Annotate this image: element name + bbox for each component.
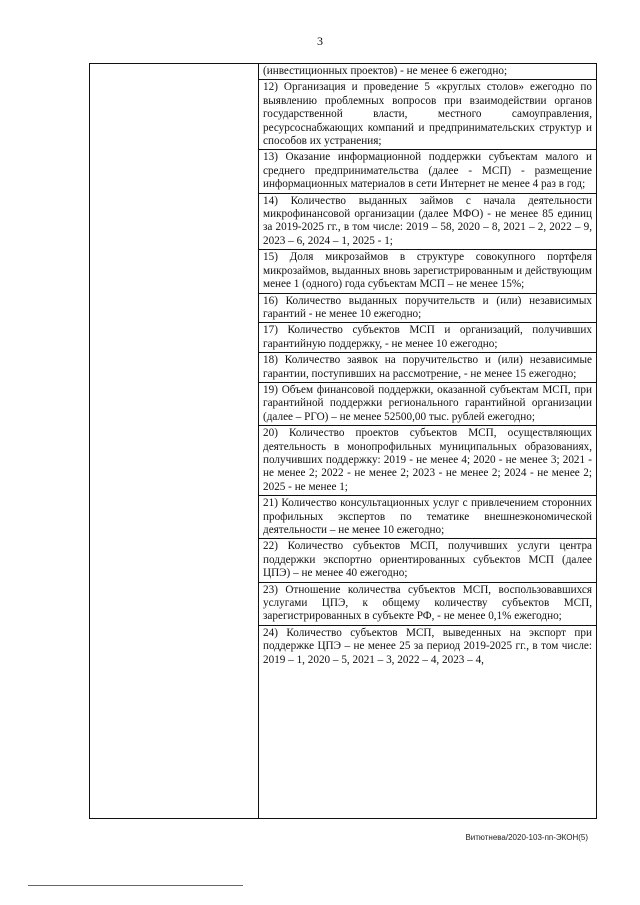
list-item: 17) Количество субъектов МСП и организаций, получивших гарантийную поддержку, - не менее 10 ежегодно;: [258, 322, 596, 352]
footer-divider: [28, 885, 243, 886]
list-item: 22) Количество субъектов МСП, получивших услуги центра поддержки экспортно ориентированных субъектов МСП (далее ЦПЭ) – не менее 40 ежегодно;: [258, 538, 596, 581]
list-item: 21) Количество консультационных услуг с привлечением сторонних профильных экспертов по тематике внешнеэкономической деятельности – не менее 10 ежегодно;: [258, 495, 596, 538]
list-item: 14) Количество выданных займов с начала деятельности микрофинансовой организации (далее МФО) - не менее 85 единиц за 2019-2025 гг., в том числе: 2019 – 58, 2020 – 8, 2021 – 2, 2022 – 9, 2023 – 6, 2024 – 1, 2025 - 1;: [258, 193, 596, 250]
document-table: [89, 63, 597, 819]
list-item: 16) Количество выданных поручительств и (или) независимых гарантий - не менее 10 ежегодно;: [258, 293, 596, 323]
table-left-column: [90, 64, 259, 818]
list-item: 20) Количество проектов субъектов МСП, осуществляющих деятельность в монопрофильных муниципальных образованиях, получивших поддержку: 2019 - не менее 4; 2020 - не менее 3; 2021 - не менее 2; 2022 - не менее 2; 2023 - не менее 2; 2024 - не менее 2; 2025 - не менее 1;: [258, 425, 596, 495]
page-number: 3: [317, 34, 323, 48]
table-right-column: [258, 64, 596, 818]
list-item: 19) Объем финансовой поддержки, оказанной субъектам МСП, при гарантийной поддержки регионального гарантийной организации (далее – РГО) – не менее 52500,00 тыс. рублей ежегодно;: [258, 382, 596, 425]
list-item: (инвестиционных проектов) - не менее 6 ежегодно;: [263, 65, 508, 77]
list-item: 12) Организация и проведение 5 «круглых столов» ежегодно по выявлению проблемных вопросов при взаимодействии органов государственной власти, местного самоуправления, ресурсоснабжающих компаний и предпринимательских структур и способов их устранения;: [258, 79, 596, 149]
list-item: 18) Количество заявок на поручительство и (или) независимые гарантии, поступивших на рассмотрение, - не менее 15 ежегодно;: [258, 352, 596, 382]
list-item: 15) Доля микрозаймов в структуре совокупного портфеля микрозаймов, выданных вновь зарегистрированным и действующим менее 1 (одного) года субъектам МСП – не менее 15%;: [258, 249, 596, 292]
footer-document-code: Витютнева/2020-103-пп-ЭКОН(5): [465, 833, 588, 842]
list-item: 24) Количество субъектов МСП, выведенных на экспорт при поддержке ЦПЭ – не менее 25 за период 2019-2025 гг., в том числе: 2019 – 1, 2020 – 5, 2021 – 3, 2022 – 4, 2023 – 4,: [258, 625, 596, 668]
list-item: 23) Отношение количества субъектов МСП, воспользовавшихся услугами ЦПЭ, к общему количеству субъектов МСП, зарегистрированных в субъекте РФ, - не менее 0,1% ежегодно;: [258, 582, 596, 625]
list-item: 13) Оказание информационной поддержки субъектам малого и среднего предпринимательства (далее - МСП) - размещение информационных материалов в сети Интернет не менее 4 раз в год;: [258, 149, 596, 192]
